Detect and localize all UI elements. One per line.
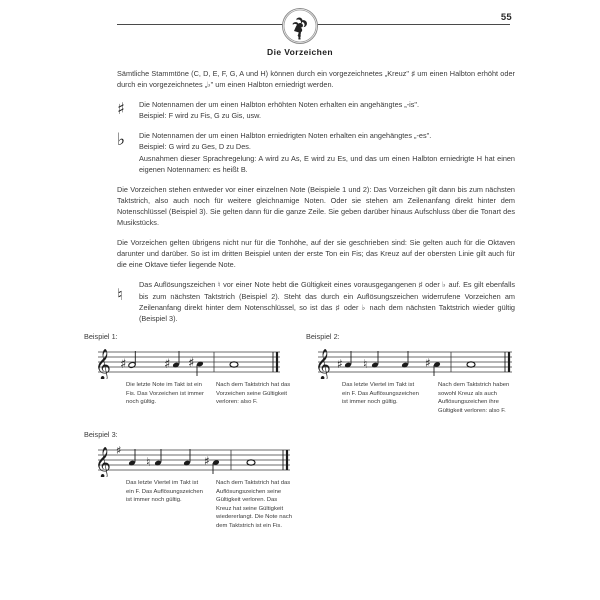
music-staff-example-3 [84, 443, 294, 477]
example-3-label: Beispiel 3: [84, 430, 118, 439]
svg-text:♮: ♮ [146, 455, 151, 469]
intro-paragraph: Sämtliche Stammtöne (C, D, E, F, G, A und H) können durch ein vorgezeichnetes „Kreuz" ♯ um einen Halbton erhöht oder durch ein vorgezeichnetes „♭" um einen Halbton erniedrigt werden. [117, 69, 515, 90]
svg-text:𝄞: 𝄞 [315, 349, 331, 379]
example-3-caption-right: Nach dem Taktstrich hat das Auflösungszeichen seine Gültigkeit verloren. Das Kreuz hat seine Gültigkeit wiedererlangt. Die Note nach dem Taktstrich ist ein Fis. [216, 480, 292, 529]
example-2-label: Beispiel 2: [306, 332, 340, 341]
svg-text:♯: ♯ [188, 356, 195, 371]
flat-sign-icon: ♭ [117, 130, 126, 151]
example-1-caption-left: Die letzte Note im Takt ist ein Fis. Das Vorzeichen ist immer noch gültig. [126, 382, 204, 406]
page-number: 55 [500, 12, 512, 23]
flat-rule-text: Die Notennamen der um einen Halbton erniedrigten Noten erhalten ein angehängtes „-es". [139, 131, 432, 141]
svg-text:𝄞: 𝄞 [95, 349, 111, 379]
natural-explanation-block [117, 279, 515, 323]
flat-example-text: Beispiel: G wird zu Ges, D zu Des. [139, 142, 251, 152]
svg-text:♯: ♯ [337, 357, 343, 371]
vorzeichen-position-paragraph: Die Vorzeichen stehen entweder vor einer einzelnen Note (Beispiele 1 und 2): Das Vorzeichen gilt dann bis zum nächsten Taktstrich, also auch noch für weitere gleichnamige Noten. Oder sie stehen am Zeilenanfang direkt hinter dem Notenschlüssel (Beispiel 3). Sie gelten dann für die ganze Zeile. Sie geben darüber hinaus Aufschluss über die Tonart des Musikstücks. [117, 184, 515, 228]
svg-text:♮: ♮ [363, 357, 368, 371]
music-staff-example-1 [84, 345, 284, 379]
svg-text:𝄞: 𝄞 [95, 447, 111, 477]
svg-text:♯: ♯ [204, 454, 210, 468]
example-2-caption-right: Nach dem Taktstrich haben sowohl Kreuz als auch Auflösungszeichen ihre Gültigkeit verloren: also F. [438, 382, 510, 414]
svg-text:♯: ♯ [120, 357, 127, 372]
svg-text:♯: ♯ [425, 356, 431, 370]
flat-exceptions-text: Ausnahmen dieser Sprachregelung: A wird zu As, E wird zu Es, und das um einen Halbton erniedrigte H hat einen eigenen Notennamen: es heißt B. [139, 153, 515, 174]
example-3-caption-left: Das letzte Viertel im Takt ist ein F. Das Auflösungszeichen ist immer noch gültig. [126, 480, 203, 504]
page-content [117, 68, 515, 333]
example-3-captions [84, 479, 294, 569]
svg-text:♯: ♯ [116, 444, 122, 457]
sharp-example-text: Beispiel: F wird zu Fis, G zu Gis, usw. [139, 111, 262, 121]
natural-sign-icon: ♮ [117, 285, 123, 305]
page-header [0, 0, 600, 56]
music-staff-example-2 [306, 345, 516, 379]
header-emblem-group [0, 8, 600, 57]
sharp-explanation-block [117, 99, 515, 121]
example-3 [84, 430, 294, 569]
example-2-caption-left: Das letzte Viertel im Takt ist ein F. Das Auflösungszeichen ist immer noch gültig. [342, 382, 419, 406]
svg-text:♯: ♯ [164, 357, 171, 372]
example-1-label: Beispiel 1: [84, 332, 118, 341]
example-1-caption-right: Nach dem Taktstrich hat das Vorzeichen seine Gültigkeit verloren: also F. [216, 382, 291, 406]
example-2-captions [306, 381, 516, 471]
example-2 [306, 332, 516, 471]
sharp-rule-text: Die Notennamen der um einen Halbton erhöhten Noten erhalten ein angehängtes „-is". [139, 100, 420, 110]
ornament-emblem-icon [282, 8, 318, 44]
flat-explanation-block [117, 130, 515, 174]
sharp-sign-icon: ♯ [117, 99, 125, 119]
chapter-title: Die Vorzeichen [267, 47, 333, 57]
vorzeichen-octaves-paragraph: Die Vorzeichen gelten übrigens nicht nur für die Tonhöhe, auf der sie geschrieben sind: Sie gelten auch für die Oktaven darunter und darüber. So ist im dritten Beispiel unten der erste Ton ein Fis; das Kreuz auf der obersten Linie gilt auch für die eine Oktave tiefer liegende Note. [117, 238, 515, 270]
natural-rule-text: Das Auflösungszeichen ♮ vor einer Note hebt die Gültigkeit eines vorausgegangenen ♯ oder ♭ auf. Es gilt ebenfalls bis zum nächsten Taktstrich (Beispiel 2). Steht das durch ein Auflösungszeichen widerrufene Vorzeichen am Zeilenanfang direkt hinter dem Notenschlüssel, so ist das ♯ oder ♭ nach dem nächsten Taktstrich wieder gültig (Beispiel 3). [139, 280, 515, 323]
